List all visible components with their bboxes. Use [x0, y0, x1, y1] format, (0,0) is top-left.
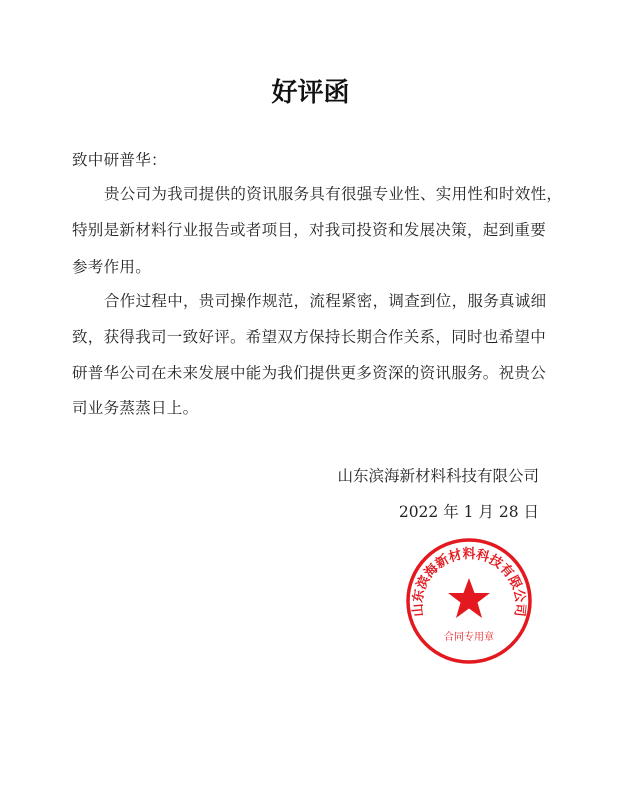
paragraph-2-line: 司业务蒸蒸日上。 — [72, 399, 199, 417]
paragraph-1-line: 参考作用。 — [72, 258, 152, 276]
salutation: 致中研普华： — [72, 151, 167, 169]
paragraph-2-line: 合作过程中，贵司操作规范，流程紧密，调查到位，服务真诚细 — [104, 292, 547, 310]
star-icon — [448, 578, 490, 618]
paragraph-2-line: 研普华公司在未来发展中能为我们提供更多资深的资讯服务。祝贵公 — [72, 364, 547, 382]
paragraph-1-line: 贵公司为我司提供的资讯服务具有很强专业性、实用性和时效性， — [104, 185, 563, 203]
company-seal — [404, 536, 534, 666]
page-title: 好评函 — [271, 78, 350, 108]
paragraph-2-line: 致，获得我司一致好评。希望双方保持长期合作关系，同时也希望中 — [72, 328, 547, 346]
seal-arc-text: 山东滨海新材料科技有限公司 — [410, 547, 528, 618]
seal-bottom-text: 合同专用章 — [444, 632, 494, 643]
signature-company: 山东滨海新材料科技有限公司 — [337, 467, 539, 485]
signature-date: 2022 年 1 月 28 日 — [398, 503, 539, 521]
paragraph-1-line: 特别是新材料行业报告或者项目，对我司投资和发展决策，起到重要 — [72, 221, 547, 239]
